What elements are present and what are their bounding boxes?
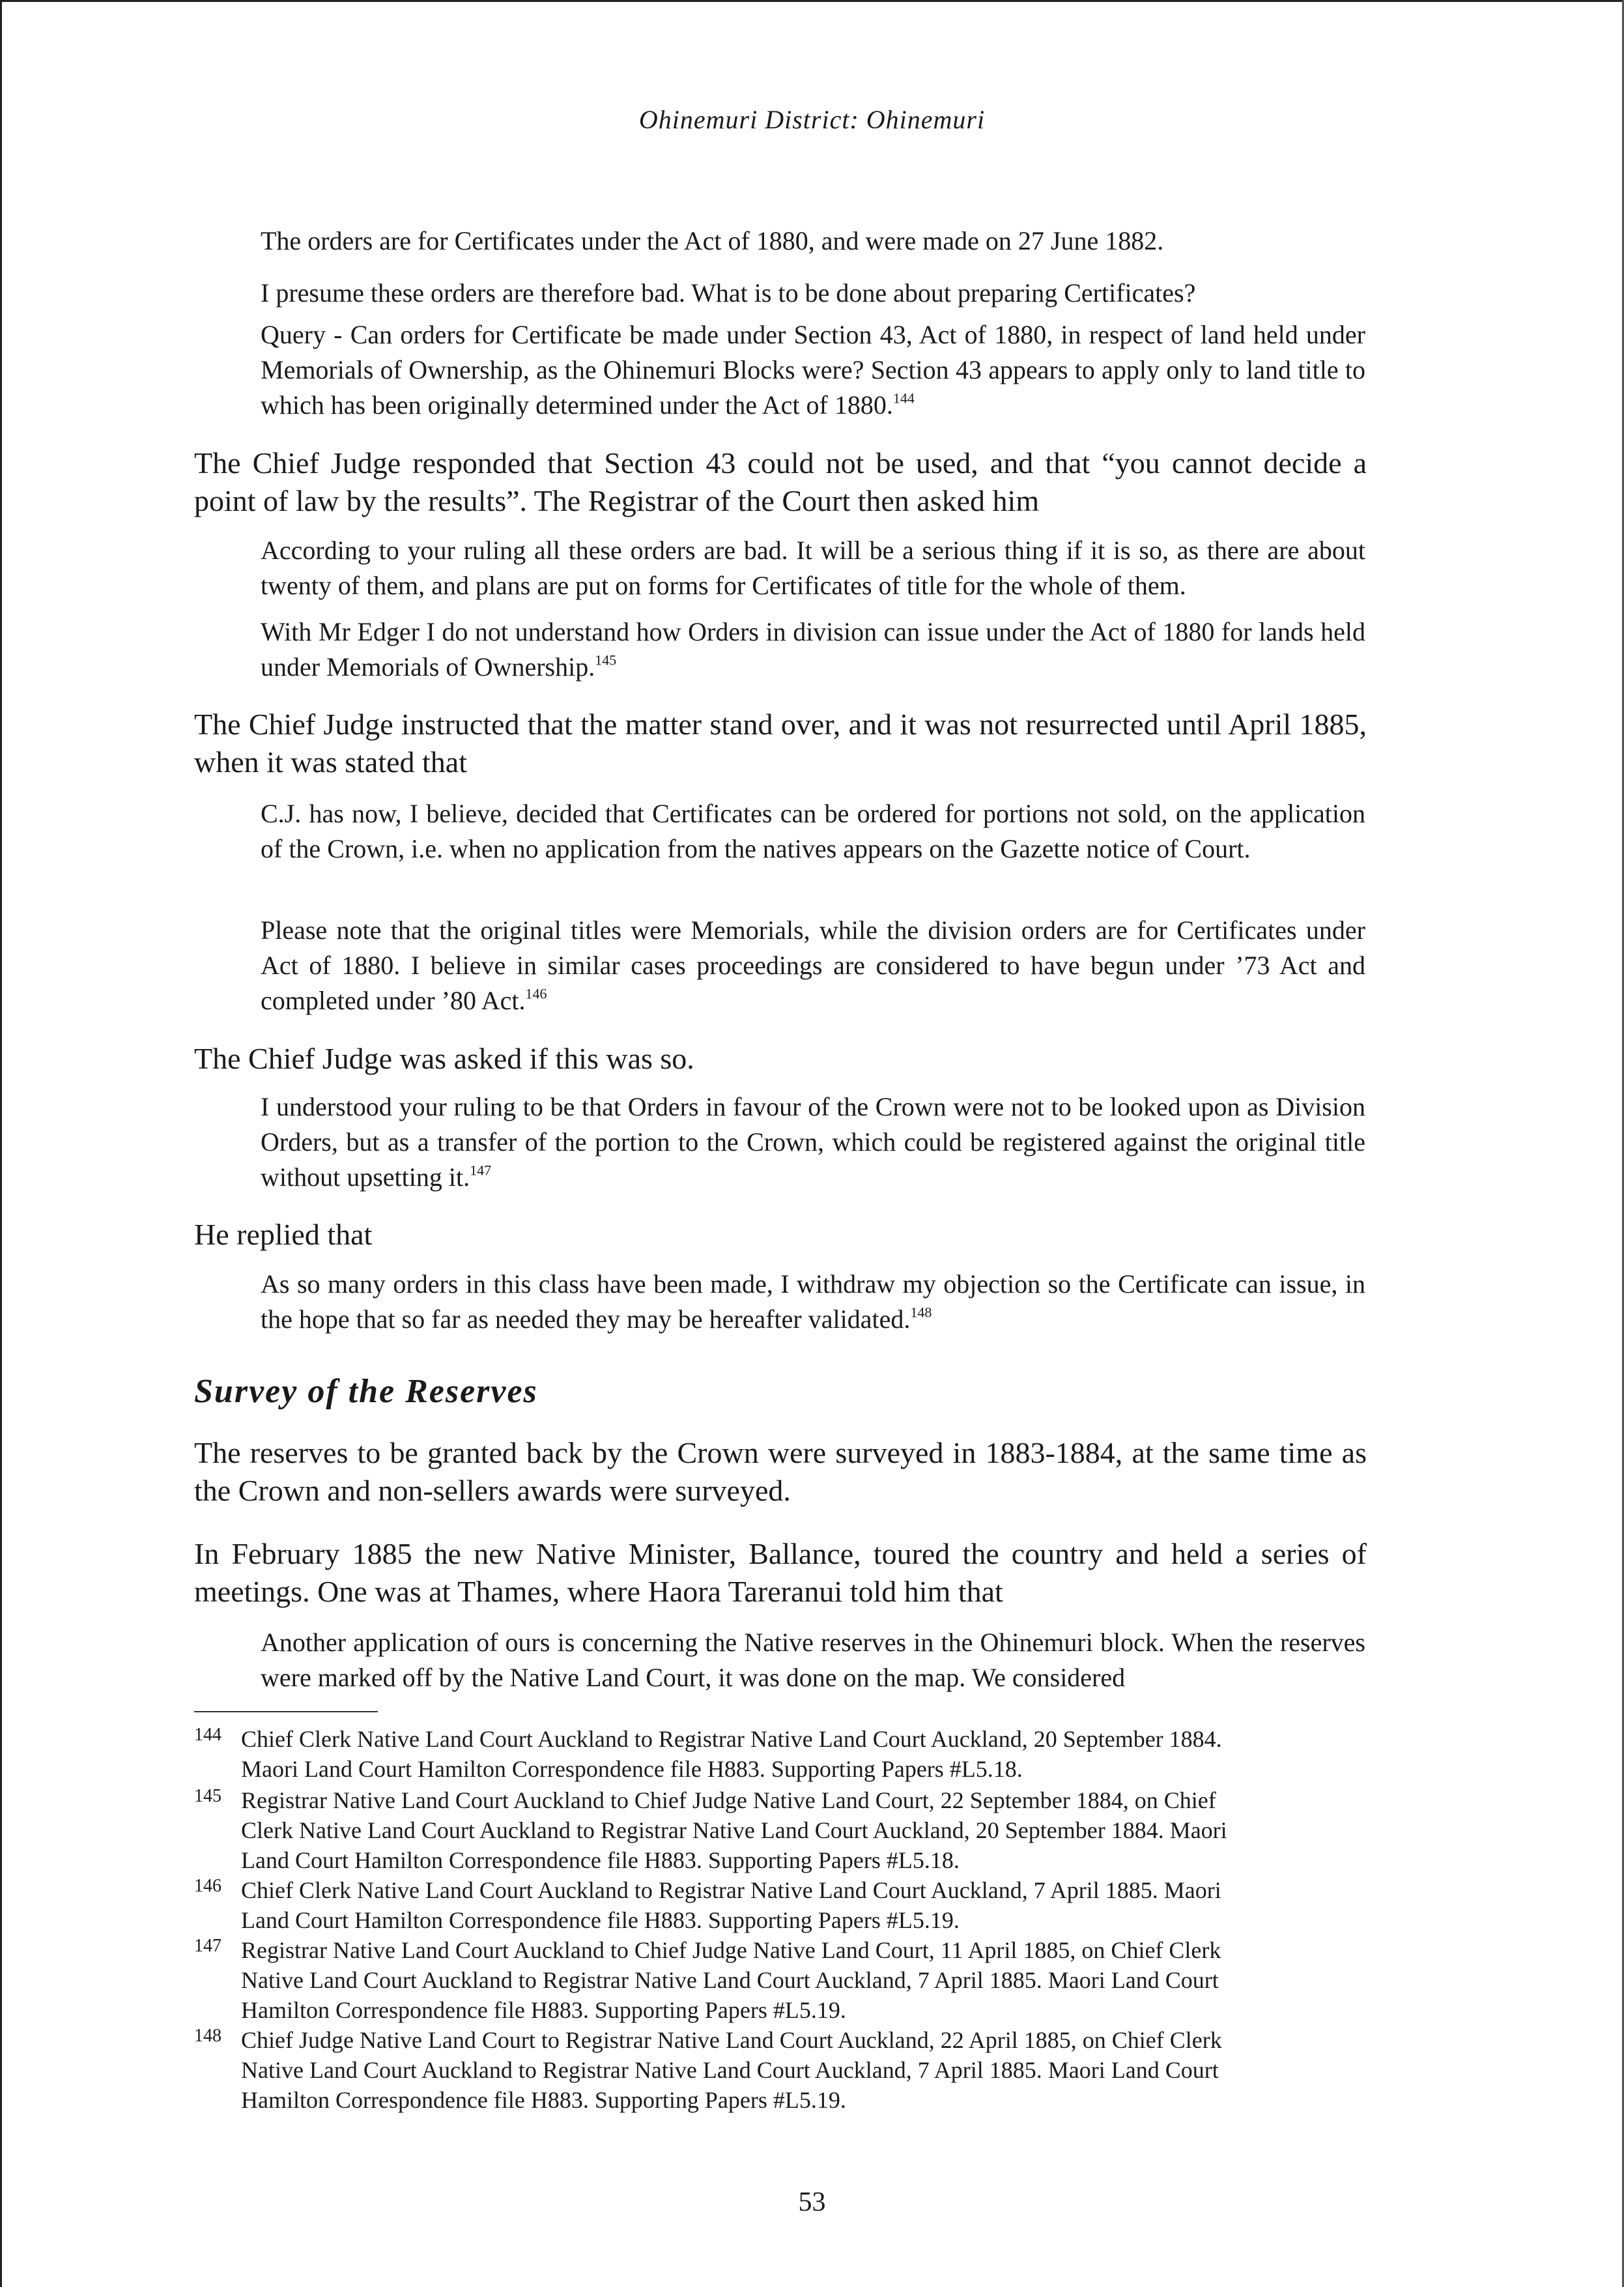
quote-ruling-orders-bad: According to your ruling all these orders are bad. It will be a serious thing if it is so, as there are about twenty of them, and plans are put on forms for Certificates of title for the whole of them. (261, 536, 1365, 600)
footnote-ref-148[interactable]: 148 (910, 1304, 932, 1321)
paragraph-ballance-tour: In February 1885 the new Native Minister, Ballance, toured the country and held a series of meetings. One was at Thames, where Haora Tareranui told him that (194, 1537, 1367, 1608)
quote-withdraw-objection: As so many orders in this class have been made, I withdraw my objection so the Certificate can issue, in the hope that so far as needed they may be hereafter validated.$^{148}$ (261, 1269, 1365, 1334)
footnote-145 (194, 1785, 1367, 1877)
quote-mr-edger: With Mr Edger I do not understand how Orders in division can issue under the Act of 1880 for lands held under Memorials of Ownership.$^{145}$ (261, 617, 1365, 682)
footnote-line: Clerk Native Land Court Auckland to Registrar Native Land Court Auckland, 20 September 1884. Maori (241, 1817, 1227, 1843)
footnote-144 (194, 1724, 1367, 1785)
paragraph-reserves-surveyed: The reserves to be granted back by the Crown were surveyed in 1883-1884, at the same time as the Crown and non-sellers awards were surveyed. (194, 1436, 1367, 1507)
footnote-ref-146[interactable]: 146 (525, 985, 547, 1002)
paragraph-he-replied: He replied that (194, 1218, 373, 1251)
page-border-left (0, 0, 2, 2287)
footnote-rule (194, 1711, 378, 1712)
footnote-line: Registrar Native Land Court Auckland to Chief Judge Native Land Court, 11 April 1885, on Chief Clerk (241, 1937, 1221, 1963)
footnote-number: 146 (194, 1876, 221, 1896)
footnote-147 (194, 1935, 1367, 2026)
quote-section-43-query: Query - Can orders for Certificate be made under Section 43, Act of 1880, in respect of land held under Memorials of Ownership, as the Ohinemuri Blocks were? Section 43 appears to apply only to land title to which has been originally determined under the Act of 1880.$^{144}$ (261, 320, 1365, 420)
footnote-number: 147 (194, 1936, 221, 1956)
running-head: Ohinemuri District: Ohinemuri (638, 105, 986, 134)
footnote-line: Land Court Hamilton Correspondence file H883. Supporting Papers #L5.18. (241, 1847, 960, 1873)
footnote-number: 144 (194, 1725, 221, 1745)
footnote-number: 148 (194, 2026, 221, 2046)
footnote-line: Maori Land Court Hamilton Correspondence file H883. Supporting Papers #L5.18. (241, 1756, 1023, 1782)
page-border-top (0, 0, 1624, 2)
paragraph-matter-stand-over: The Chief Judge instructed that the matter stand over, and it was not resurrected until April 1885, when it was stated that (194, 708, 1367, 779)
footnote-line: Hamilton Correspondence file H883. Supporting Papers #L5.19. (241, 1997, 846, 2023)
footnote-line: Registrar Native Land Court Auckland to Chief Judge Native Land Court, 22 September 1884, on Chief (241, 1787, 1216, 1813)
section-heading: Survey of the Reserves (194, 1373, 538, 1410)
footnote-ref-147[interactable]: 147 (470, 1162, 492, 1179)
page-number: 53 (798, 2187, 826, 2217)
quote-native-reserves: Another application of ours is concerning the Native reserves in the Ohinemuri block. When the reserves were marked off by the Native Land Court, it was done on the map. We considered (261, 1628, 1365, 1692)
footnote-line: Chief Clerk Native Land Court Auckland to Registrar Native Land Court Auckland, 20 September 1884. (241, 1726, 1222, 1752)
quote-presume-bad: I presume these orders are therefore bad. What is to be done about preparing Certificates? (261, 278, 1196, 308)
quote-original-titles: Please note that the original titles were Memorials, while the division orders are for Certificates under Act of 1880. I believe in similar cases proceedings are considered to have begun under ’73 Act and completed under ’80 Act.$^{146}$ (261, 915, 1365, 1015)
footnote-ref-145[interactable]: 145 (595, 652, 617, 669)
footnote-146 (194, 1875, 1367, 1936)
quote-understood-ruling: I understood your ruling to be that Orders in favour of the Crown were not to be looked upon as Division Orders, but as a transfer of the portion to the Crown, which could be registered against the original title without upsetting it.$^{147}$ (261, 1092, 1365, 1192)
footnote-line: Native Land Court Auckland to Registrar Native Land Court Auckland, 7 April 1885. Maori Land Court (241, 1967, 1219, 1993)
quote-cj-decided: C.J. has now, I believe, decided that Certificates can be ordered for portions not sold, on the application of the Crown, i.e. when no application from the natives appears on the Gazette notice of Court. (261, 799, 1365, 863)
footnote-line: Chief Judge Native Land Court to Registrar Native Land Court Auckland, 22 April 1885, on Chief Clerk (241, 2027, 1222, 2053)
paragraph-chief-judge-response: The Chief Judge responded that Section 43 could not be used, and that “you cannot decide a point of law by the results”. The Registrar of the Court then asked him (194, 446, 1367, 517)
footnote-number: 145 (194, 1786, 221, 1806)
footnote-148 (194, 2025, 1367, 2116)
quote-orders-1880: The orders are for Certificates under the Act of 1880, and were made on 27 June 1882. (261, 226, 1164, 255)
footnote-line: Native Land Court Auckland to Registrar Native Land Court Auckland, 7 April 1885. Maori Land Court (241, 2057, 1219, 2083)
footnote-line: Hamilton Correspondence file H883. Supporting Papers #L5.19. (241, 2087, 846, 2113)
footnote-line: Land Court Hamilton Correspondence file H883. Supporting Papers #L5.19. (241, 1907, 960, 1933)
footnote-line: Chief Clerk Native Land Court Auckland to Registrar Native Land Court Auckland, 7 April 1885. Maori (241, 1877, 1221, 1903)
paragraph-asked-if-so: The Chief Judge was asked if this was so. (194, 1042, 694, 1075)
footnote-ref-144[interactable]: 144 (892, 390, 915, 407)
